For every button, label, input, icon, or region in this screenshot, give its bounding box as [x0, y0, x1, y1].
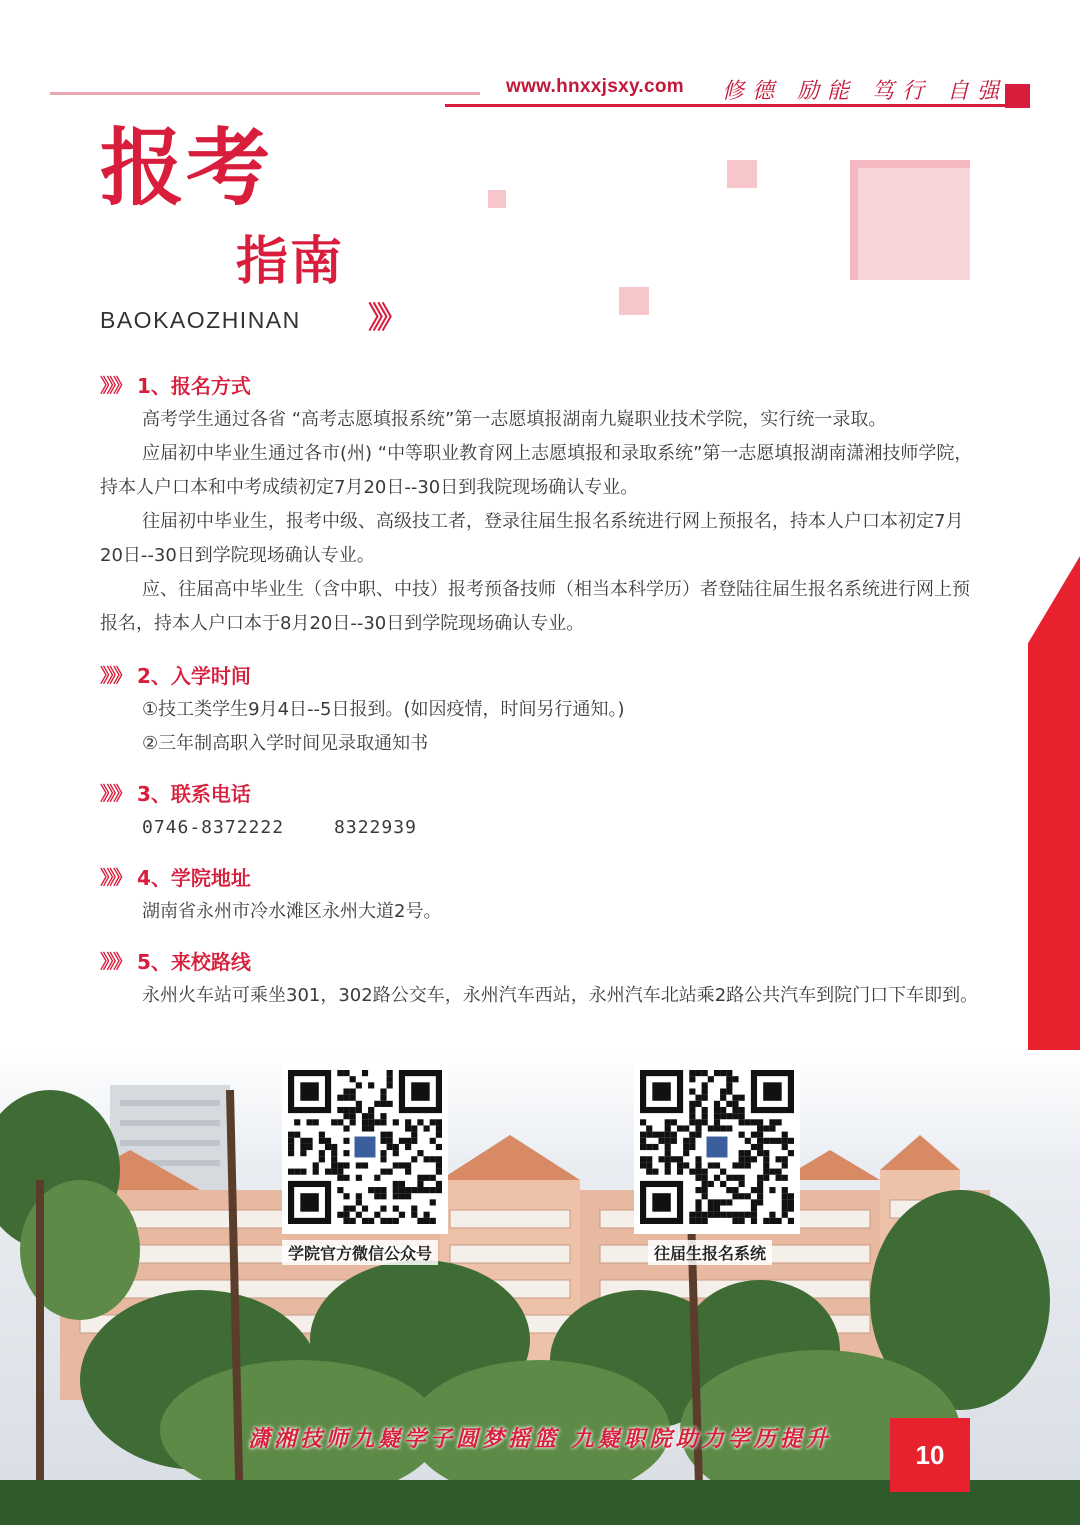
section-heading: 1、报名方式 — [137, 374, 251, 398]
qr-code-icon — [288, 1070, 442, 1224]
section-heading: 4、学院地址 — [137, 866, 251, 890]
section-line: 湖南省永州市冷水滩区永州大道2号。 — [142, 901, 442, 922]
phone-number[interactable]: 8322939 — [334, 817, 417, 838]
section-paragraph: 应届初中毕业生通过各市(州) “中等职业教育网上志愿填报和录取系统”第一志愿填报湖南潇湘技师学院，持本人户口本和中考成绩初定7月20日--30日到我院现场确认专业。 — [100, 443, 973, 498]
chevron-icon: 》》》 — [100, 951, 130, 973]
header-square — [1005, 84, 1030, 108]
page-title-line1: 报考 — [100, 119, 273, 217]
section-contact-phone — [100, 777, 980, 845]
deco-square — [488, 190, 506, 208]
section-paragraph: 往届初中毕业生，报考中级、高级技工者，登录往届生报名系统进行网上预报名，持本人户口本初定7月20日--30日到学院现场确认专业。 — [100, 511, 964, 566]
title-chevron-icon: 》》 — [368, 301, 401, 336]
chevron-icon: 》》》 — [100, 867, 130, 889]
section-line: ①技工类学生9月4日--5日报到。(如因疫情，时间另行通知。) — [142, 699, 625, 720]
chevron-icon: 》》》 — [100, 665, 130, 687]
chevron-icon: 》》》 — [100, 783, 130, 805]
qr-label-wechat: 学院官方微信公众号 — [282, 1240, 438, 1265]
header-rule-left — [50, 92, 480, 95]
section-heading: 2、入学时间 — [137, 664, 251, 688]
deco-square — [858, 168, 970, 280]
section-heading: 3、联系电话 — [137, 782, 251, 806]
chevron-icon: 》》》 — [100, 375, 130, 397]
phone-number[interactable]: 0746-8372222 — [142, 817, 285, 838]
section-paragraph: 应、往届高中毕业生（含中职、中技）报考预备技师（相当本科学历）者登陆往届生报名系统进行网上预报名，持本人户口本于8月20日--30日到学院现场确认专业。 — [100, 579, 970, 634]
section-address — [100, 861, 980, 929]
page-number: 10 — [890, 1418, 970, 1492]
section-paragraph: 永州火车站可乘坐301，302路公交车，永州汽车西站，永州汽车北站乘2路公共汽车到院门口下车即到。 — [142, 985, 979, 1006]
section-line: ②三年制高职入学时间见录取通知书 — [142, 733, 429, 754]
qr-label-registration: 往届生报名系统 — [648, 1240, 772, 1265]
section-heading: 5、来校路线 — [137, 950, 251, 974]
deco-square — [619, 287, 649, 315]
section-paragraph: 高考学生通过各省 “高考志愿填报系统”第一志愿填报湖南九嶷职业技术学院，实行统一录取。 — [142, 409, 887, 430]
qr-code-registration[interactable] — [634, 1064, 800, 1234]
qr-code-icon — [640, 1070, 794, 1224]
deco-square — [727, 160, 757, 188]
section-enrollment-time — [100, 659, 980, 761]
page-title-pinyin: BAOKAOZHINAN — [100, 307, 301, 333]
qr-code-wechat[interactable] — [282, 1064, 448, 1234]
page-title-line2: 指南 — [236, 232, 345, 292]
header-slogan: 修德 励能 笃行 自强 — [722, 79, 1007, 104]
website-link[interactable]: www.hnxxjsxy.com — [506, 76, 684, 97]
footer-slogan: 潇湘技师九嶷学子圆梦摇篮 九嶷职院助力学历提升 — [248, 1426, 832, 1452]
section-registration — [100, 369, 980, 641]
section-route — [100, 945, 980, 1013]
